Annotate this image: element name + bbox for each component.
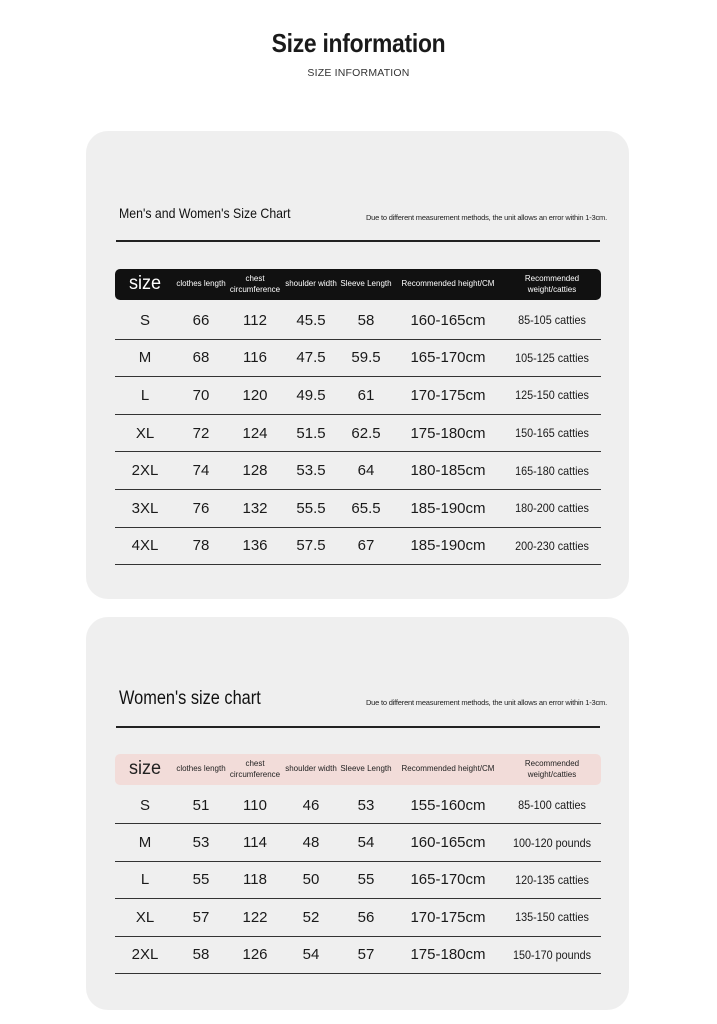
table-row [115,787,601,824]
column-header: Sleeve Length [340,764,392,774]
table-cell: 57 [192,908,210,926]
table-cell: 57 [357,946,375,964]
table-header [115,269,601,300]
table-header [115,754,601,785]
table-cell: 55 [192,871,210,889]
table-cell: 59.5 [351,349,381,367]
table-cell: 200-230 catties [515,538,589,553]
column-header: size [128,273,162,295]
table-cell: 76 [192,499,210,517]
card-title: Women's size chart [119,688,261,709]
table-cell: 136 [242,537,268,555]
table-row [115,937,601,974]
column-header: Recommended height/CM [401,279,495,289]
table-cell: 45.5 [296,311,326,329]
table-row [115,302,601,340]
column-header: Recommended weight/catties [524,274,580,294]
table-cell: 47.5 [296,349,326,367]
table-row [115,862,601,899]
table-cell: 110 [243,796,267,814]
table-cell: 124 [242,424,268,442]
table-cell: 48 [302,834,320,852]
table-cell: 118 [243,871,267,889]
card-title: Men's and Women's Size Chart [119,205,291,221]
table-cell: 74 [192,462,210,480]
table-cell: 120 [242,386,268,404]
table-cell: 51.5 [296,424,326,442]
table-cell: 50 [302,871,320,889]
column-header: Recommended height/CM [401,764,495,774]
measurement-note: Due to different measurement methods, the unit allows an error within 1-3cm. [365,698,607,707]
column-header: shoulder width [285,764,337,774]
column-header: clothes length [176,279,226,289]
column-header: shoulder width [285,279,337,289]
table-cell: 66 [192,311,210,329]
table-body [115,302,601,565]
table-cell: 67 [357,537,375,555]
divider [116,726,600,728]
table-cell: 116 [243,349,267,367]
table-cell: 126 [242,946,268,964]
table-cell: XL [135,908,155,926]
measurement-note: Due to different measurement methods, the unit allows an error within 1-3cm. [365,213,607,222]
table-cell: 65.5 [351,499,381,517]
table-cell: 2XL [131,462,159,480]
table-cell: M [138,834,152,852]
table-cell: 61 [357,386,375,404]
column-header: chest circumference [229,274,281,294]
table-cell: 165-180 catties [515,463,589,478]
table-cell: 46 [302,796,320,814]
table-cell: 112 [243,311,267,329]
table-cell: 175-180cm [410,946,486,964]
table-cell: 100-120 pounds [512,835,592,850]
table-cell: 49.5 [296,386,326,404]
table-cell: 52 [302,908,320,926]
table-row [115,377,601,415]
column-header: size [128,758,162,780]
table-row [115,824,601,861]
table-cell: 160-165cm [410,311,486,329]
table-cell: 56 [357,908,375,926]
table-cell: M [138,349,152,367]
table-cell: 53 [357,796,375,814]
table-cell: 125-150 catties [515,388,589,403]
column-header: clothes length [176,764,226,774]
table-cell: 54 [357,834,375,852]
table-cell: 4XL [131,537,159,555]
table-cell: 70 [192,386,210,404]
page-subtitle: SIZE INFORMATION [307,67,410,79]
table-cell: 165-170cm [410,349,486,367]
table-row [115,415,601,453]
table-cell: 55.5 [296,499,326,517]
table-cell: 122 [242,908,268,926]
table-row [115,899,601,936]
table-cell: 150-170 pounds [512,947,592,962]
table-cell: 55 [357,871,375,889]
table-cell: 58 [192,946,210,964]
divider [116,240,600,242]
table-cell: 132 [242,499,268,517]
table-cell: 180-185cm [410,462,486,480]
table-cell: 3XL [131,499,159,517]
men-women-size-card [86,131,629,599]
table-cell: 114 [243,834,267,852]
column-header: Recommended weight/catties [524,759,580,779]
table-cell: 135-150 catties [515,910,589,925]
table-cell: 78 [192,537,210,555]
table-cell: 64 [357,462,375,480]
table-cell: 185-190cm [410,499,486,517]
table-cell: 150-165 catties [515,426,589,441]
table-cell: 51 [192,796,210,814]
table-cell: S [139,796,150,814]
table-cell: 120-135 catties [515,872,589,887]
table-cell: 175-180cm [410,424,486,442]
table-cell: 155-160cm [410,796,486,814]
table-cell: 53 [192,834,210,852]
table-cell: XL [135,424,155,442]
table-cell: 105-125 catties [515,350,589,365]
table-cell: 180-200 catties [515,501,589,516]
table-cell: 128 [242,462,268,480]
table-cell: 160-165cm [410,834,486,852]
table-cell: L [140,871,150,889]
table-cell: 72 [192,424,210,442]
table-cell: S [139,311,150,329]
table-row [115,340,601,378]
column-header: Sleeve Length [340,279,392,289]
table-cell: L [140,386,150,404]
table-cell: 170-175cm [410,908,486,926]
table-cell: 62.5 [351,424,381,442]
table-cell: 85-100 catties [518,798,586,813]
table-cell: 85-105 catties [518,313,586,328]
table-cell: 57.5 [296,537,326,555]
column-header: chest circumference [229,759,281,779]
table-row [115,528,601,566]
women-size-card [86,617,629,1010]
table-row [115,452,601,490]
table-cell: 53.5 [296,462,326,480]
page-title: Size information [271,28,446,58]
table-cell: 2XL [131,946,159,964]
table-cell: 54 [302,946,320,964]
table-body [115,787,601,974]
table-cell: 165-170cm [410,871,486,889]
table-cell: 170-175cm [410,386,486,404]
table-cell: 185-190cm [410,537,486,555]
table-cell: 58 [357,311,375,329]
table-row [115,490,601,528]
table-cell: 68 [192,349,210,367]
